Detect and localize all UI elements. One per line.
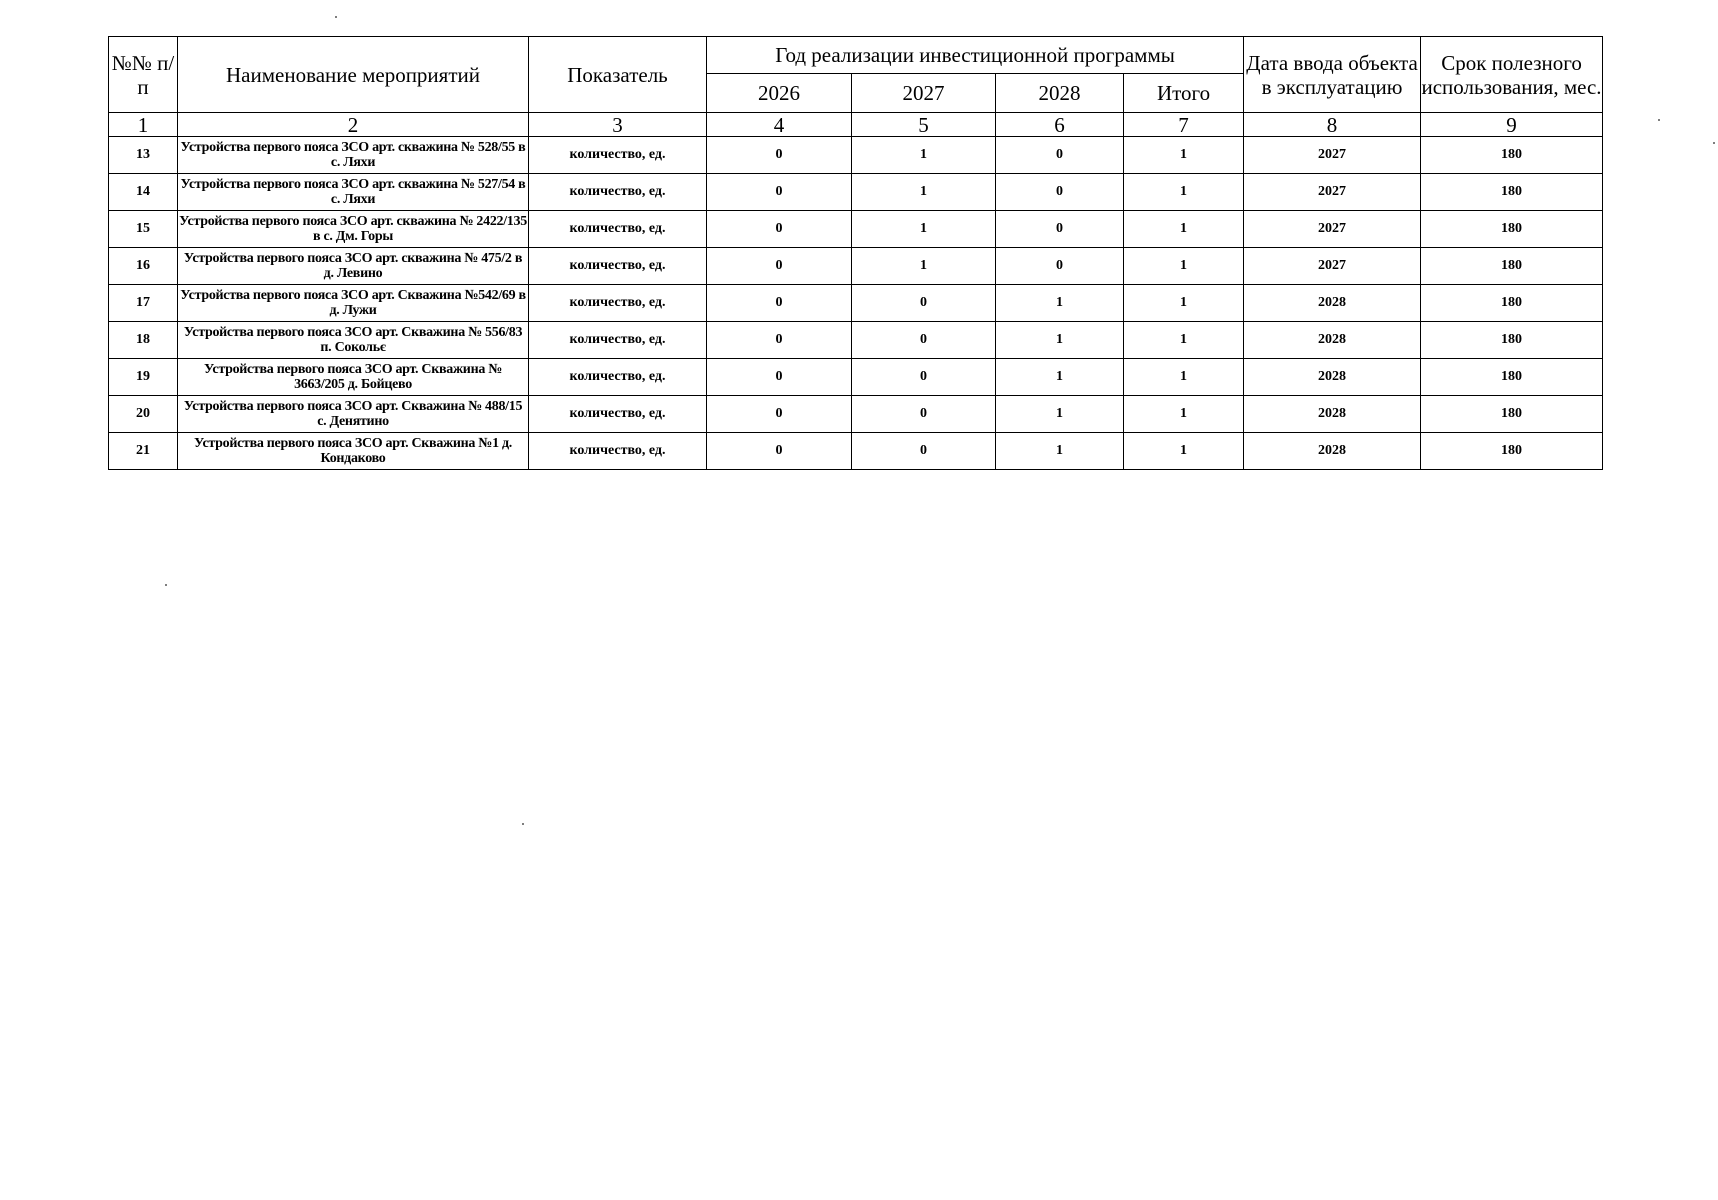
row-number: 18 <box>109 322 178 359</box>
header-indicator: Показатель <box>529 37 707 113</box>
column-number: 9 <box>1421 113 1603 137</box>
row-number: 21 <box>109 433 178 470</box>
value-2026: 0 <box>707 174 852 211</box>
indicator: количество, ед. <box>529 359 707 396</box>
value-2026: 0 <box>707 433 852 470</box>
indicator: количество, ед. <box>529 396 707 433</box>
table-row <box>109 396 1603 433</box>
event-name: Устройства первого пояса ЗСО арт. Скважина № 3663/205 д. Бойцево <box>178 359 529 396</box>
event-name: Устройства первого пояса ЗСО арт. Скважина №1 д. Кондаково <box>178 433 529 470</box>
useful-life: 180 <box>1421 285 1603 322</box>
column-number: 3 <box>529 113 707 137</box>
value-2026: 0 <box>707 396 852 433</box>
header-num: №№ п/п <box>109 37 178 113</box>
value-2027: 0 <box>852 322 996 359</box>
table-body <box>109 137 1603 470</box>
value-2026: 0 <box>707 322 852 359</box>
value-2028: 1 <box>996 285 1124 322</box>
event-name: Устройства первого пояса ЗСО арт. Скважина № 556/83 п. Сокольє <box>178 322 529 359</box>
table-row <box>109 433 1603 470</box>
value-total: 1 <box>1124 322 1244 359</box>
useful-life: 180 <box>1421 211 1603 248</box>
value-2027: 0 <box>852 359 996 396</box>
column-number: 5 <box>852 113 996 137</box>
column-number: 8 <box>1244 113 1421 137</box>
table-row <box>109 137 1603 174</box>
commission-date: 2027 <box>1244 211 1421 248</box>
column-number: 1 <box>109 113 178 137</box>
row-number: 17 <box>109 285 178 322</box>
event-name: Устройства первого пояса ЗСО арт. Скважина №542/69 в д. Лужи <box>178 285 529 322</box>
value-2026: 0 <box>707 137 852 174</box>
row-number: 14 <box>109 174 178 211</box>
value-2028: 0 <box>996 211 1124 248</box>
indicator: количество, ед. <box>529 211 707 248</box>
value-2027: 1 <box>852 248 996 285</box>
column-numbers-row <box>109 113 1603 137</box>
table-row <box>109 322 1603 359</box>
row-number: 19 <box>109 359 178 396</box>
useful-life: 180 <box>1421 174 1603 211</box>
value-2026: 0 <box>707 359 852 396</box>
indicator: количество, ед. <box>529 322 707 359</box>
useful-life: 180 <box>1421 137 1603 174</box>
value-2026: 0 <box>707 285 852 322</box>
scan-speck <box>165 584 167 586</box>
indicator: количество, ед. <box>529 248 707 285</box>
value-total: 1 <box>1124 396 1244 433</box>
value-2027: 0 <box>852 396 996 433</box>
table-row <box>109 248 1603 285</box>
scan-speck <box>1658 119 1660 121</box>
row-number: 20 <box>109 396 178 433</box>
value-2026: 0 <box>707 248 852 285</box>
value-2028: 0 <box>996 174 1124 211</box>
column-number: 7 <box>1124 113 1244 137</box>
value-2026: 0 <box>707 211 852 248</box>
useful-life: 180 <box>1421 248 1603 285</box>
useful-life: 180 <box>1421 359 1603 396</box>
commission-date: 2028 <box>1244 322 1421 359</box>
value-2028: 1 <box>996 433 1124 470</box>
header-row <box>109 37 1603 74</box>
column-number: 6 <box>996 113 1124 137</box>
useful-life: 180 <box>1421 433 1603 470</box>
row-number: 16 <box>109 248 178 285</box>
value-2028: 1 <box>996 322 1124 359</box>
value-total: 1 <box>1124 433 1244 470</box>
value-2028: 1 <box>996 396 1124 433</box>
indicator: количество, ед. <box>529 174 707 211</box>
row-number: 15 <box>109 211 178 248</box>
value-total: 1 <box>1124 359 1244 396</box>
event-name: Устройства первого пояса ЗСО арт. скважина № 475/2 в д. Левино <box>178 248 529 285</box>
useful-life: 180 <box>1421 322 1603 359</box>
header-term: Срок полезного использования, мес. <box>1421 37 1603 113</box>
table-row <box>109 359 1603 396</box>
event-name: Устройства первого пояса ЗСО арт. скважина № 527/54 в с. Ляхи <box>178 174 529 211</box>
value-2027: 1 <box>852 211 996 248</box>
value-2028: 1 <box>996 359 1124 396</box>
header-year-2026: 2026 <box>707 74 852 113</box>
header-total: Итого <box>1124 74 1244 113</box>
value-2027: 0 <box>852 433 996 470</box>
value-2027: 0 <box>852 285 996 322</box>
commission-date: 2028 <box>1244 396 1421 433</box>
table-row <box>109 211 1603 248</box>
value-2028: 0 <box>996 137 1124 174</box>
commission-date: 2027 <box>1244 248 1421 285</box>
header-year-2028: 2028 <box>996 74 1124 113</box>
header-name: Наименование мероприятий <box>178 37 529 113</box>
useful-life: 180 <box>1421 396 1603 433</box>
row-number: 13 <box>109 137 178 174</box>
indicator: количество, ед. <box>529 285 707 322</box>
value-2027: 1 <box>852 174 996 211</box>
header-year-group: Год реализации инвестиционной программы <box>707 37 1244 74</box>
table-row <box>109 285 1603 322</box>
commission-date: 2028 <box>1244 359 1421 396</box>
scan-speck <box>1713 142 1715 144</box>
indicator: количество, ед. <box>529 433 707 470</box>
investment-program-table <box>108 36 1603 470</box>
value-total: 1 <box>1124 211 1244 248</box>
commission-date: 2027 <box>1244 174 1421 211</box>
value-2028: 0 <box>996 248 1124 285</box>
header-date: Дата ввода объекта в эксплуатацию <box>1244 37 1421 113</box>
indicator: количество, ед. <box>529 137 707 174</box>
commission-date: 2028 <box>1244 285 1421 322</box>
column-number: 4 <box>707 113 852 137</box>
value-total: 1 <box>1124 248 1244 285</box>
value-total: 1 <box>1124 137 1244 174</box>
table-row <box>109 174 1603 211</box>
value-total: 1 <box>1124 174 1244 211</box>
column-number: 2 <box>178 113 529 137</box>
event-name: Устройства первого пояса ЗСО арт. Скважина № 488/15 с. Денятино <box>178 396 529 433</box>
event-name: Устройства первого пояса ЗСО арт. скважина № 2422/135 в с. Дм. Горы <box>178 211 529 248</box>
scan-speck <box>335 16 337 18</box>
commission-date: 2027 <box>1244 137 1421 174</box>
scan-speck <box>522 823 524 825</box>
header-year-2027: 2027 <box>852 74 996 113</box>
value-2027: 1 <box>852 137 996 174</box>
commission-date: 2028 <box>1244 433 1421 470</box>
event-name: Устройства первого пояса ЗСО арт. скважина № 528/55 в с. Ляхи <box>178 137 529 174</box>
value-total: 1 <box>1124 285 1244 322</box>
